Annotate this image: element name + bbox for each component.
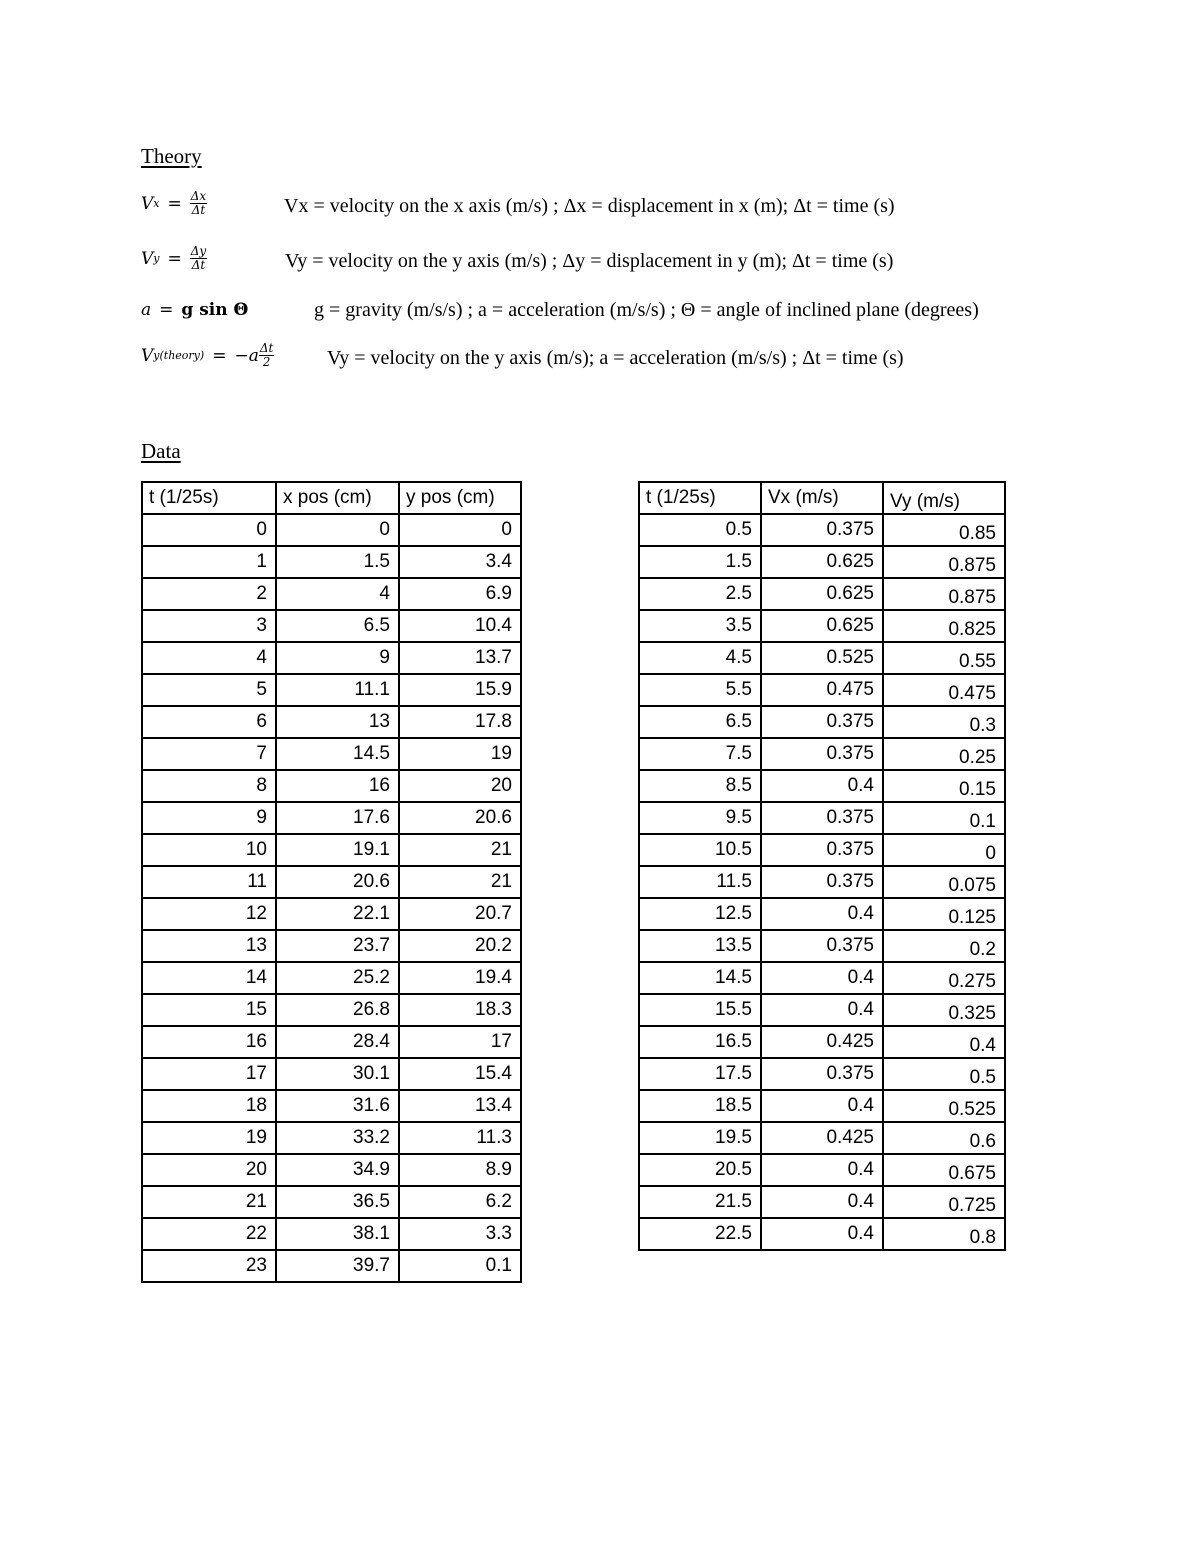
table-cell: 0.375 xyxy=(761,738,883,770)
formula-vx-description: Vx = velocity on the x axis (m/s) ; Δx = displacement in x (m); Δt = time (s) xyxy=(284,195,895,217)
table-row xyxy=(639,642,1005,674)
table-cell: 26.8 xyxy=(276,994,399,1026)
table-cell: 4 xyxy=(276,578,399,610)
table-row xyxy=(639,610,1005,642)
theory-heading: Theory xyxy=(141,144,202,168)
table-cell: 15.5 xyxy=(639,994,761,1026)
table-cell: 19.4 xyxy=(399,962,521,994)
table-cell: 16 xyxy=(276,770,399,802)
table-cell: 28.4 xyxy=(276,1026,399,1058)
table-cell: 20 xyxy=(399,770,521,802)
table-cell: 31.6 xyxy=(276,1090,399,1122)
table-cell: 3.5 xyxy=(639,610,761,642)
table-cell: 9.5 xyxy=(639,802,761,834)
table-row xyxy=(142,1058,521,1090)
table-cell: 19.1 xyxy=(276,834,399,866)
table-cell: 0.8 xyxy=(883,1218,1005,1250)
table-cell: 1 xyxy=(142,546,276,578)
table-cell: 0.875 xyxy=(883,546,1005,578)
table-cell: 14 xyxy=(142,962,276,994)
table-cell: 7 xyxy=(142,738,276,770)
table-cell: 12 xyxy=(142,898,276,930)
table-cell: 0.325 xyxy=(883,994,1005,1026)
table-row xyxy=(142,610,521,642)
table-cell: 3.3 xyxy=(399,1218,521,1250)
table-row xyxy=(142,1154,521,1186)
table-cell: 0.525 xyxy=(883,1090,1005,1122)
table-cell: 0 xyxy=(142,514,276,546)
table-cell: 6.5 xyxy=(276,610,399,642)
table-cell: 0.375 xyxy=(761,706,883,738)
table-cell: 0.075 xyxy=(883,866,1005,898)
table-cell: 6.9 xyxy=(399,578,521,610)
table-row xyxy=(142,1250,521,1282)
table-cell: 18 xyxy=(142,1090,276,1122)
table-cell: 0.25 xyxy=(883,738,1005,770)
table-cell: 15 xyxy=(142,994,276,1026)
table-cell: 23.7 xyxy=(276,930,399,962)
table-row xyxy=(142,674,521,706)
table-cell: 2 xyxy=(142,578,276,610)
table-header-row xyxy=(142,482,521,514)
table-cell: 0.4 xyxy=(761,1218,883,1250)
table-cell: 4.5 xyxy=(639,642,761,674)
table-cell: 5 xyxy=(142,674,276,706)
table-row xyxy=(639,674,1005,706)
table-cell: 0.475 xyxy=(883,674,1005,706)
data-heading: Data xyxy=(141,439,181,463)
table-cell: 0.1 xyxy=(399,1250,521,1282)
table-row xyxy=(142,802,521,834)
table-cell: 15.9 xyxy=(399,674,521,706)
table-cell: 17 xyxy=(399,1026,521,1058)
table-cell: 0.875 xyxy=(883,578,1005,610)
table-row xyxy=(142,546,521,578)
table-cell: 5.5 xyxy=(639,674,761,706)
table-row xyxy=(142,706,521,738)
table-cell: 0.675 xyxy=(883,1154,1005,1186)
table-cell: 3.4 xyxy=(399,546,521,578)
table-cell: 20.7 xyxy=(399,898,521,930)
column-header: Vy (m/s) xyxy=(883,482,1005,514)
table-row xyxy=(142,578,521,610)
table-cell: 0 xyxy=(883,834,1005,866)
table-cell: 0.375 xyxy=(761,514,883,546)
table-cell: 18.5 xyxy=(639,1090,761,1122)
column-header: t (1/25s) xyxy=(142,482,276,514)
table-cell: 25.2 xyxy=(276,962,399,994)
table-cell: 0.55 xyxy=(883,642,1005,674)
table-cell: 0.625 xyxy=(761,578,883,610)
table-cell: 10.4 xyxy=(399,610,521,642)
table-row xyxy=(639,930,1005,962)
table-cell: 0 xyxy=(399,514,521,546)
table-cell: 11.3 xyxy=(399,1122,521,1154)
table-row xyxy=(639,1122,1005,1154)
table-cell: 17.5 xyxy=(639,1058,761,1090)
table-cell: 21 xyxy=(142,1186,276,1218)
table-row xyxy=(639,1186,1005,1218)
table-cell: 13.4 xyxy=(399,1090,521,1122)
table-cell: 0.4 xyxy=(761,898,883,930)
table-cell: 0.375 xyxy=(761,866,883,898)
table-cell: 14.5 xyxy=(639,962,761,994)
table-cell: 0.2 xyxy=(883,930,1005,962)
table-cell: 0.6 xyxy=(883,1122,1005,1154)
table-cell: 19.5 xyxy=(639,1122,761,1154)
table-cell: 8.9 xyxy=(399,1154,521,1186)
table-cell: 0.275 xyxy=(883,962,1005,994)
table-cell: 10.5 xyxy=(639,834,761,866)
table-cell: 12.5 xyxy=(639,898,761,930)
table-row xyxy=(142,642,521,674)
table-cell: 15.4 xyxy=(399,1058,521,1090)
table-cell: 13 xyxy=(276,706,399,738)
table-cell: 0.375 xyxy=(761,834,883,866)
table-cell: 0.4 xyxy=(883,1026,1005,1058)
table-cell: 0.4 xyxy=(761,1186,883,1218)
table-row xyxy=(142,898,521,930)
table-row xyxy=(142,1186,521,1218)
formula-vy-theory: V y(theory) = −a $\frac{\Delta t}{2}$ xyxy=(141,341,274,369)
table-row xyxy=(142,866,521,898)
formula-vy-theory-description: Vy = velocity on the y axis (m/s); a = acceleration (m/s/s) ; Δt = time (s) xyxy=(327,347,904,369)
table-cell: 22.1 xyxy=(276,898,399,930)
table-cell: 6.2 xyxy=(399,1186,521,1218)
table-cell: 20.6 xyxy=(399,802,521,834)
table-cell: 21 xyxy=(399,866,521,898)
table-row xyxy=(142,770,521,802)
table-cell: 0.625 xyxy=(761,546,883,578)
table-cell: 13.7 xyxy=(399,642,521,674)
table-cell: 30.1 xyxy=(276,1058,399,1090)
table-row xyxy=(639,1154,1005,1186)
table-cell: 0.375 xyxy=(761,930,883,962)
table-cell: 0.825 xyxy=(883,610,1005,642)
table-cell: 20.5 xyxy=(639,1154,761,1186)
table-row xyxy=(639,514,1005,546)
table-row xyxy=(639,1218,1005,1250)
column-header: Vx (m/s) xyxy=(761,482,883,514)
formula-acceleration-description: g = gravity (m/s/s) ; a = acceleration (m/s/s) ; Θ = angle of inclined plane (degrees) xyxy=(314,299,979,321)
position-table xyxy=(141,481,522,1283)
table-cell: 6 xyxy=(142,706,276,738)
table-cell: 1.5 xyxy=(276,546,399,578)
velocity-table xyxy=(638,481,1006,1251)
formula-vy-description: Vy = velocity on the y axis (m/s) ; Δy = displacement in y (m); Δt = time (s) xyxy=(285,250,894,272)
table-cell: 8.5 xyxy=(639,770,761,802)
table-cell: 0.525 xyxy=(761,642,883,674)
table-cell: 3 xyxy=(142,610,276,642)
table-cell: 17.6 xyxy=(276,802,399,834)
table-row xyxy=(142,994,521,1026)
table-cell: 0.125 xyxy=(883,898,1005,930)
table-cell: 23 xyxy=(142,1250,276,1282)
table-cell: 21.5 xyxy=(639,1186,761,1218)
table-cell: 0.425 xyxy=(761,1122,883,1154)
table-cell: 2.5 xyxy=(639,578,761,610)
column-header: t (1/25s) xyxy=(639,482,761,514)
table-row xyxy=(639,770,1005,802)
table-row xyxy=(639,546,1005,578)
table-cell: 0.1 xyxy=(883,802,1005,834)
table-cell: 0.5 xyxy=(639,514,761,546)
table-row xyxy=(142,1122,521,1154)
table-row xyxy=(142,1218,521,1250)
table-row xyxy=(639,834,1005,866)
table-cell: 21 xyxy=(399,834,521,866)
table-cell: 13.5 xyxy=(639,930,761,962)
table-cell: 0.4 xyxy=(761,994,883,1026)
table-row xyxy=(142,514,521,546)
table-cell: 16 xyxy=(142,1026,276,1058)
table-row xyxy=(639,866,1005,898)
table-cell: 0.4 xyxy=(761,962,883,994)
table-cell: 17.8 xyxy=(399,706,521,738)
table-cell: 0.375 xyxy=(761,1058,883,1090)
table-row xyxy=(639,1058,1005,1090)
table-cell: 0.85 xyxy=(883,514,1005,546)
table-cell: 22.5 xyxy=(639,1218,761,1250)
formula-vx: V x = $\frac{\Delta x}{\Delta t}$ xyxy=(141,189,207,217)
table-cell: 4 xyxy=(142,642,276,674)
table-cell: 0.375 xyxy=(761,802,883,834)
table-cell: 20.6 xyxy=(276,866,399,898)
column-header: y pos (cm) xyxy=(399,482,521,514)
table-cell: 18.3 xyxy=(399,994,521,1026)
table-row xyxy=(639,738,1005,770)
formula-acceleration: a = g sin Θ xyxy=(141,300,249,320)
table-row xyxy=(639,706,1005,738)
table-row xyxy=(639,962,1005,994)
table-cell: 0.725 xyxy=(883,1186,1005,1218)
table-row xyxy=(142,1090,521,1122)
table-cell: 7.5 xyxy=(639,738,761,770)
column-header: x pos (cm) xyxy=(276,482,399,514)
table-row xyxy=(639,1026,1005,1058)
table-cell: 34.9 xyxy=(276,1154,399,1186)
table-cell: 0.15 xyxy=(883,770,1005,802)
table-cell: 9 xyxy=(142,802,276,834)
table-cell: 0.5 xyxy=(883,1058,1005,1090)
table-cell: 36.5 xyxy=(276,1186,399,1218)
table-cell: 0.625 xyxy=(761,610,883,642)
table-cell: 0.425 xyxy=(761,1026,883,1058)
table-row xyxy=(142,962,521,994)
table-cell: 0.4 xyxy=(761,770,883,802)
table-row xyxy=(142,738,521,770)
table-cell: 14.5 xyxy=(276,738,399,770)
table-cell: 11.1 xyxy=(276,674,399,706)
table-cell: 11 xyxy=(142,866,276,898)
table-cell: 13 xyxy=(142,930,276,962)
table-cell: 22 xyxy=(142,1218,276,1250)
table-cell: 39.7 xyxy=(276,1250,399,1282)
table-row xyxy=(639,994,1005,1026)
table-row xyxy=(142,930,521,962)
table-cell: 0 xyxy=(276,514,399,546)
table-cell: 9 xyxy=(276,642,399,674)
table-cell: 20 xyxy=(142,1154,276,1186)
table-cell: 0.4 xyxy=(761,1090,883,1122)
table-cell: 0.3 xyxy=(883,706,1005,738)
table-cell: 38.1 xyxy=(276,1218,399,1250)
table-cell: 1.5 xyxy=(639,546,761,578)
formula-vy: V y = $\frac{\Delta y}{\Delta t}$ xyxy=(141,244,207,272)
table-cell: 17 xyxy=(142,1058,276,1090)
table-cell: 20.2 xyxy=(399,930,521,962)
table-row xyxy=(142,1026,521,1058)
table-cell: 10 xyxy=(142,834,276,866)
table-cell: 11.5 xyxy=(639,866,761,898)
table-cell: 19 xyxy=(142,1122,276,1154)
table-header-row xyxy=(639,482,1005,514)
table-row xyxy=(639,578,1005,610)
table-cell: 16.5 xyxy=(639,1026,761,1058)
table-row xyxy=(142,834,521,866)
table-cell: 19 xyxy=(399,738,521,770)
table-row xyxy=(639,1090,1005,1122)
table-cell: 6.5 xyxy=(639,706,761,738)
table-row xyxy=(639,898,1005,930)
table-row xyxy=(639,802,1005,834)
table-cell: 0.475 xyxy=(761,674,883,706)
table-cell: 33.2 xyxy=(276,1122,399,1154)
table-cell: 8 xyxy=(142,770,276,802)
table-cell: 0.4 xyxy=(761,1154,883,1186)
